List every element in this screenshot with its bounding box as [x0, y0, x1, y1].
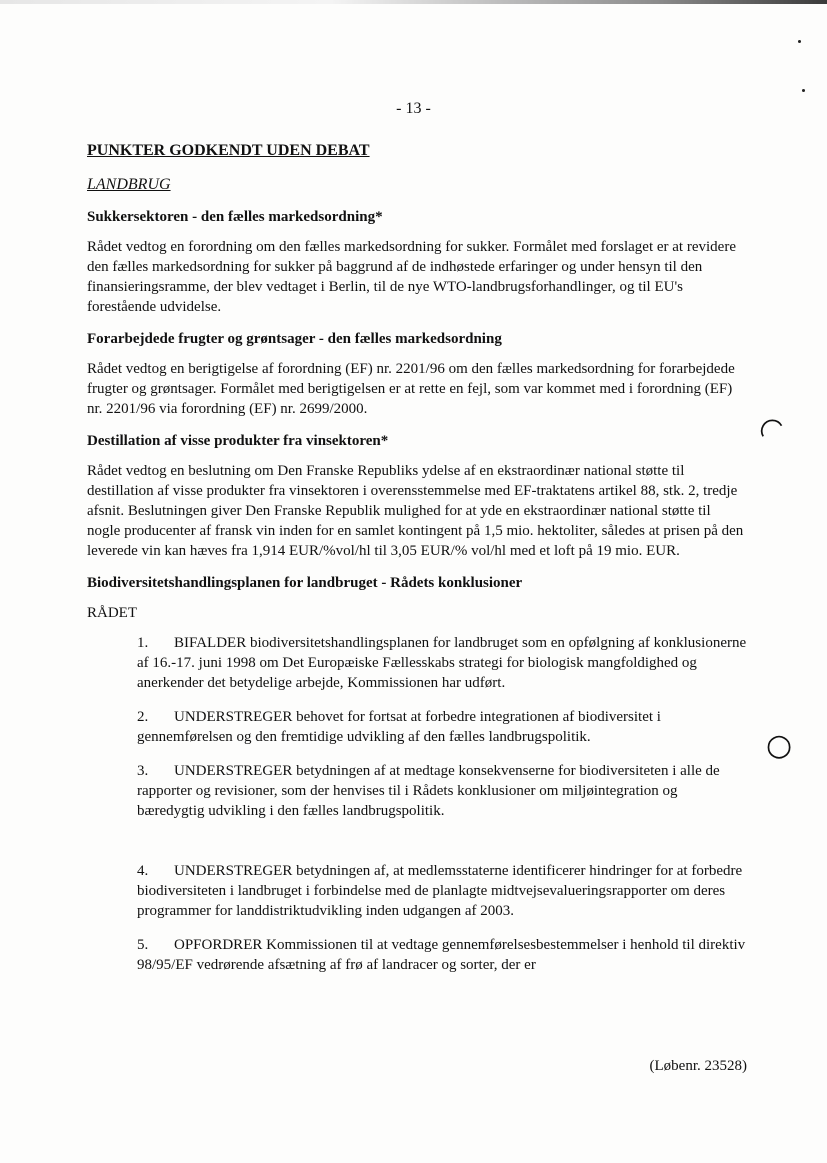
item-number: 2.	[137, 709, 149, 725]
council-label: RÅDET	[87, 605, 137, 621]
scan-speck-icon	[798, 40, 801, 43]
conclusion-list	[137, 633, 747, 975]
item-number: 3.	[137, 763, 149, 779]
punch-hole-mark-icon: ◠	[752, 408, 791, 451]
list-item	[137, 707, 747, 747]
subsection-title-sugar: Sukkersektoren - den fælles markedsordning*	[87, 209, 383, 225]
scan-speck-icon	[802, 89, 805, 92]
list-item	[137, 935, 747, 975]
reference-number: (Løbenr. 23528)	[649, 1058, 747, 1074]
main-heading: PUNKTER GODKENDT UDEN DEBAT	[87, 142, 370, 159]
item-text: UNDERSTREGER betydningen af, at medlemsstaterne identificerer hindringer for at forbedre biodiversiteten i landbruget i forbindelse med de planlagte midtvejsevalueringsrapporter om deres programmer for landdistriktudvikling inden udgangen af 2003.	[137, 863, 743, 919]
subsection-title-processed-fruit: Forarbejdede frugter og grøntsager - den fælles markedsordning	[87, 331, 502, 347]
item-number: 1.	[137, 635, 149, 651]
item-text: UNDERSTREGER behovet for fortsat at forbedre integrationen af biodiversitet i gennemførelsen og den fremtidige udvikling af den fælles landbrugspolitik.	[137, 709, 661, 745]
item-text: UNDERSTREGER betydningen af at medtage konsekvenserne for biodiversiteten i alle de rapporter og revisioner, som der henvises til i Rådets konklusioner om miljøintegration og bæredygtig udvikling i den fælles landbrugspolitik.	[137, 763, 720, 819]
paragraph-distillation: Rådet vedtog en beslutning om Den Franske Republiks ydelse af en ekstraordinær national støtte til destillation af visse produkter fra vinsektoren i overensstemmelse med EF-traktatens artikel 88, stk. 2, tredje afsnit. Beslutningen giver Den Franske Republik mulighed for at yde en ekstraordinær national støtte til nogle producenter af fransk vin inden for en samlet kontingent på 1,5 mio. hektoliter, således at prisen på den leverede vin kan hæves fra 1,914 EUR/%vol/hl til 3,05 EUR/% vol/hl med et loft på 19 mio. EUR.	[87, 463, 744, 559]
item-text: OPFORDRER Kommissionen til at vedtage gennemførelsesbestemmelser i henhold til direktiv 98/95/EF vedrørende afsætning af frø af landracer og sorter, der er	[137, 937, 746, 973]
scan-edge	[0, 0, 827, 4]
page-number: - 13 -	[396, 100, 431, 117]
punch-hole-ring-icon: ○	[766, 728, 793, 763]
item-number: 4.	[137, 863, 149, 879]
section-heading: LANDBRUG	[87, 176, 171, 193]
list-item	[137, 861, 747, 921]
document-body	[87, 140, 747, 989]
list-item	[137, 633, 747, 693]
list-item	[137, 761, 747, 821]
subsection-title-biodiversity: Biodiversitetshandlingsplanen for landbruget - Rådets konklusioner	[87, 575, 523, 591]
item-text: BIFALDER biodiversitetshandlingsplanen for landbruget som en opfølgning af konklusionerne af 16.-17. juni 1998 om Det Europæiske Fællesskabs strategi for biologisk mangfoldighed og anerkender det betydelige arbejde, Kommissionen har udført.	[137, 635, 747, 691]
paragraph-processed-fruit: Rådet vedtog en berigtigelse af forordning (EF) nr. 2201/96 om den fælles markedsordning for forarbejdede frugter og grøntsager. Formålet med berigtigelsen er at rette en fejl, som var kommet med i forordning (EF) nr. 2201/96 via forordning (EF) nr. 2699/2000.	[87, 361, 735, 417]
subsection-title-distillation: Destillation af visse produkter fra vinsektoren*	[87, 433, 389, 449]
item-number: 5.	[137, 937, 149, 953]
paragraph-sugar: Rådet vedtog en forordning om den fælles markedsordning for sukker. Formålet med forslaget er at revidere den fælles markedsordning for sukker på baggrund af de indhøstede erfaringer og under hensyn til den finansieringsramme, der blev vedtaget i Berlin, til de nye WTO-landbrugsforhandlinger, og til EU's forestående udvidelse.	[87, 239, 736, 315]
